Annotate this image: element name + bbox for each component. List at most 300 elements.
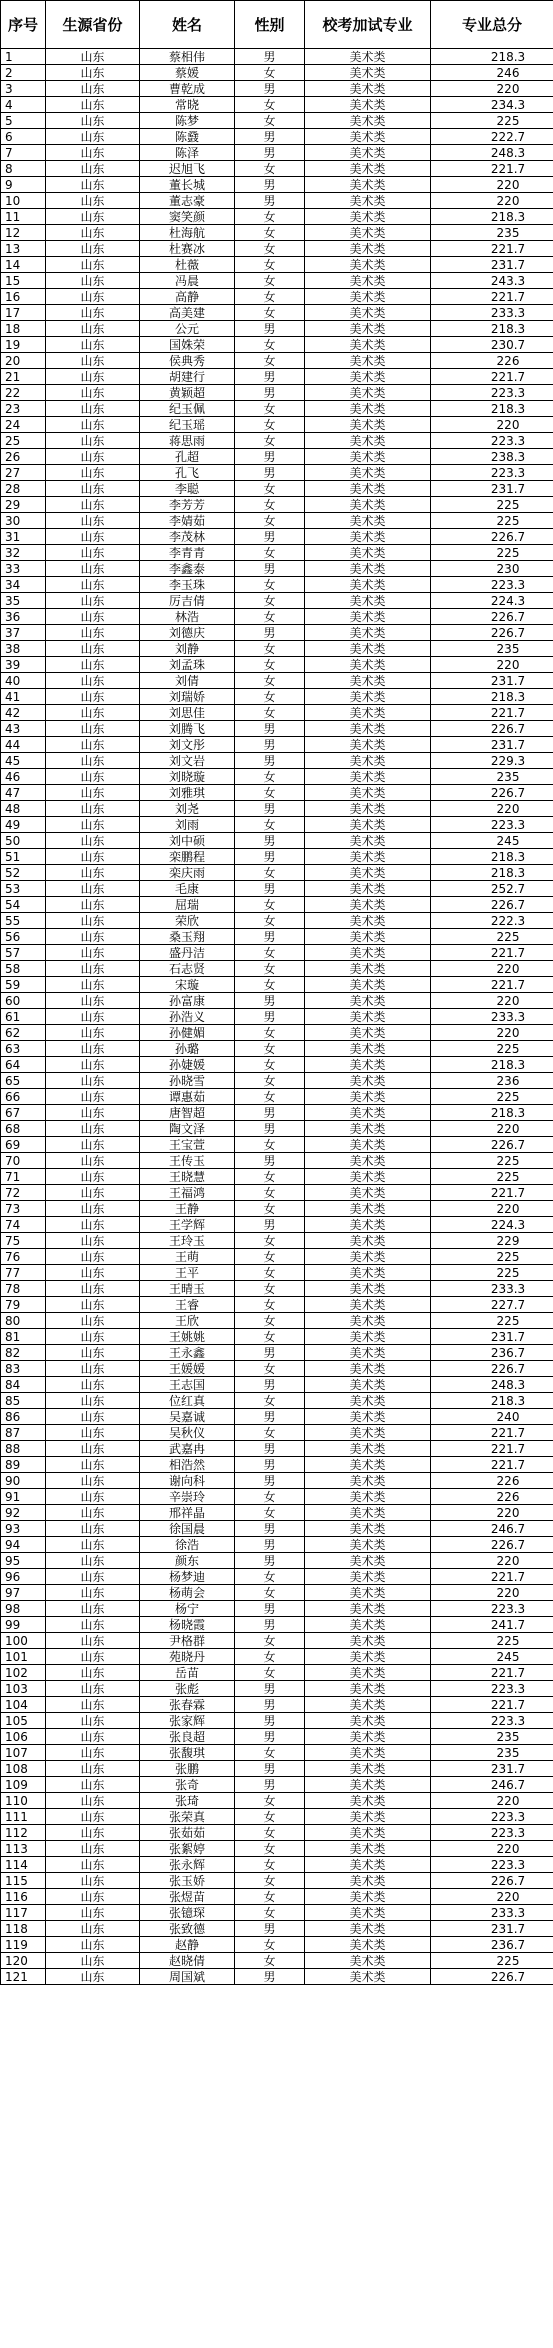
province-cell: 山东: [46, 1505, 140, 1521]
province-cell: 山东: [46, 673, 140, 689]
province-cell: 山东: [46, 865, 140, 881]
seq-cell: 3: [1, 81, 46, 97]
name-cell: 王晓慧: [140, 1169, 235, 1185]
seq-cell: 43: [1, 721, 46, 737]
gender-cell: 女: [235, 241, 305, 257]
score-cell: 218.3: [431, 849, 553, 865]
gender-cell: 女: [235, 705, 305, 721]
name-cell: 刘文岩: [140, 753, 235, 769]
name-cell: 谢向科: [140, 1473, 235, 1489]
header-province: 生源省份: [46, 1, 140, 49]
score-cell: 248.3: [431, 1377, 553, 1393]
seq-cell: 36: [1, 609, 46, 625]
province-cell: 山东: [46, 1617, 140, 1633]
province-cell: 山东: [46, 1233, 140, 1249]
seq-cell: 29: [1, 497, 46, 513]
table-row: [1, 1649, 553, 1665]
gender-cell: 女: [235, 1137, 305, 1153]
score-cell: 223.3: [431, 433, 553, 449]
province-cell: 山东: [46, 1729, 140, 1745]
score-cell: 225: [431, 497, 553, 513]
major-cell: 美术类: [305, 1761, 431, 1777]
table-row: [1, 673, 553, 689]
name-cell: 荣欣: [140, 913, 235, 929]
gender-cell: 女: [235, 257, 305, 273]
province-cell: 山东: [46, 593, 140, 609]
province-cell: 山东: [46, 1297, 140, 1313]
major-cell: 美术类: [305, 1553, 431, 1569]
table-row: [1, 1617, 553, 1633]
table-row: [1, 833, 553, 849]
name-cell: 刘静: [140, 641, 235, 657]
major-cell: 美术类: [305, 161, 431, 177]
gender-cell: 女: [235, 1297, 305, 1313]
province-cell: 山东: [46, 433, 140, 449]
table-row: [1, 753, 553, 769]
name-cell: 纪玉瑶: [140, 417, 235, 433]
seq-cell: 100: [1, 1633, 46, 1649]
major-cell: 美术类: [305, 1665, 431, 1681]
gender-cell: 女: [235, 689, 305, 705]
table-row: [1, 113, 553, 129]
score-cell: 245: [431, 1649, 553, 1665]
score-cell: 223.3: [431, 1857, 553, 1873]
major-cell: 美术类: [305, 577, 431, 593]
seq-cell: 27: [1, 465, 46, 481]
seq-cell: 2: [1, 65, 46, 81]
name-cell: 张致德: [140, 1921, 235, 1937]
seq-cell: 68: [1, 1121, 46, 1137]
gender-cell: 男: [235, 1473, 305, 1489]
major-cell: 美术类: [305, 801, 431, 817]
seq-cell: 95: [1, 1553, 46, 1569]
score-cell: 236: [431, 1073, 553, 1089]
table-row: [1, 417, 553, 433]
table-row: [1, 593, 553, 609]
seq-cell: 110: [1, 1793, 46, 1809]
province-cell: 山东: [46, 225, 140, 241]
table-row: [1, 881, 553, 897]
major-cell: 美术类: [305, 849, 431, 865]
name-cell: 盛丹洁: [140, 945, 235, 961]
name-cell: 唐智超: [140, 1105, 235, 1121]
table-row: [1, 1345, 553, 1361]
province-cell: 山东: [46, 1857, 140, 1873]
province-cell: 山东: [46, 1345, 140, 1361]
province-cell: 山东: [46, 177, 140, 193]
gender-cell: 女: [235, 1569, 305, 1585]
seq-cell: 52: [1, 865, 46, 881]
major-cell: 美术类: [305, 785, 431, 801]
name-cell: 厉吉倩: [140, 593, 235, 609]
gender-cell: 女: [235, 1185, 305, 1201]
seq-cell: 106: [1, 1729, 46, 1745]
major-cell: 美术类: [305, 1057, 431, 1073]
seq-cell: 112: [1, 1825, 46, 1841]
score-cell: 246: [431, 65, 553, 81]
gender-cell: 男: [235, 1409, 305, 1425]
gender-cell: 女: [235, 1649, 305, 1665]
seq-cell: 93: [1, 1521, 46, 1537]
major-cell: 美术类: [305, 145, 431, 161]
score-cell: 225: [431, 929, 553, 945]
major-cell: 美术类: [305, 1073, 431, 1089]
table-row: [1, 865, 553, 881]
major-cell: 美术类: [305, 1153, 431, 1169]
gender-cell: 男: [235, 1377, 305, 1393]
province-cell: 山东: [46, 97, 140, 113]
name-cell: 杨萌会: [140, 1585, 235, 1601]
gender-cell: 女: [235, 1201, 305, 1217]
table-row: [1, 1489, 553, 1505]
major-cell: 美术类: [305, 497, 431, 513]
seq-cell: 73: [1, 1201, 46, 1217]
name-cell: 刘晓璇: [140, 769, 235, 785]
name-cell: 石志贤: [140, 961, 235, 977]
score-cell: 221.7: [431, 1665, 553, 1681]
gender-cell: 女: [235, 1489, 305, 1505]
score-cell: 235: [431, 225, 553, 241]
table-row: [1, 1217, 553, 1233]
name-cell: 李芳芳: [140, 497, 235, 513]
major-cell: 美术类: [305, 1489, 431, 1505]
major-cell: 美术类: [305, 977, 431, 993]
score-cell: 226.7: [431, 1137, 553, 1153]
table-row: [1, 1505, 553, 1521]
seq-cell: 18: [1, 321, 46, 337]
score-cell: 224.3: [431, 1217, 553, 1233]
table-row: [1, 1089, 553, 1105]
major-cell: 美术类: [305, 593, 431, 609]
score-cell: 248.3: [431, 145, 553, 161]
seq-cell: 111: [1, 1809, 46, 1825]
gender-cell: 女: [235, 481, 305, 497]
name-cell: 张永辉: [140, 1857, 235, 1873]
table-row: [1, 1297, 553, 1313]
name-cell: 林浩: [140, 609, 235, 625]
major-cell: 美术类: [305, 273, 431, 289]
province-cell: 山东: [46, 1873, 140, 1889]
name-cell: 蔡相伟: [140, 49, 235, 65]
major-cell: 美术类: [305, 49, 431, 65]
major-cell: 美术类: [305, 1729, 431, 1745]
major-cell: 美术类: [305, 1825, 431, 1841]
province-cell: 山东: [46, 785, 140, 801]
name-cell: 王欣: [140, 1313, 235, 1329]
score-cell: 222.3: [431, 913, 553, 929]
major-cell: 美术类: [305, 1441, 431, 1457]
table-row: [1, 1009, 553, 1025]
table-row: [1, 1105, 553, 1121]
province-cell: 山东: [46, 513, 140, 529]
province-cell: 山东: [46, 577, 140, 593]
seq-cell: 48: [1, 801, 46, 817]
table-row: [1, 641, 553, 657]
gender-cell: 女: [235, 1585, 305, 1601]
seq-cell: 10: [1, 193, 46, 209]
score-cell: 226: [431, 353, 553, 369]
major-cell: 美术类: [305, 1793, 431, 1809]
table-row: [1, 1761, 553, 1777]
gender-cell: 男: [235, 1521, 305, 1537]
province-cell: 山东: [46, 737, 140, 753]
name-cell: 谭惠茹: [140, 1089, 235, 1105]
score-cell: 220: [431, 657, 553, 673]
name-cell: 公元: [140, 321, 235, 337]
seq-cell: 23: [1, 401, 46, 417]
score-cell: 236.7: [431, 1937, 553, 1953]
name-cell: 蒋思雨: [140, 433, 235, 449]
seq-cell: 35: [1, 593, 46, 609]
score-cell: 223.3: [431, 1681, 553, 1697]
name-cell: 张春霖: [140, 1697, 235, 1713]
name-cell: 杨宁: [140, 1601, 235, 1617]
province-cell: 山东: [46, 449, 140, 465]
table-row: [1, 1313, 553, 1329]
major-cell: 美术类: [305, 1601, 431, 1617]
name-cell: 杨晓霞: [140, 1617, 235, 1633]
major-cell: 美术类: [305, 561, 431, 577]
seq-cell: 113: [1, 1841, 46, 1857]
score-cell: 235: [431, 641, 553, 657]
name-cell: 张奇: [140, 1777, 235, 1793]
major-cell: 美术类: [305, 481, 431, 497]
score-cell: 218.3: [431, 1393, 553, 1409]
seq-cell: 5: [1, 113, 46, 129]
table-row: [1, 705, 553, 721]
major-cell: 美术类: [305, 529, 431, 545]
seq-cell: 80: [1, 1313, 46, 1329]
name-cell: 高美建: [140, 305, 235, 321]
province-cell: 山东: [46, 1041, 140, 1057]
table-row: [1, 1825, 553, 1841]
gender-cell: 女: [235, 1057, 305, 1073]
province-cell: 山东: [46, 1057, 140, 1073]
major-cell: 美术类: [305, 1921, 431, 1937]
score-cell: 220: [431, 1841, 553, 1857]
name-cell: 窦笑颜: [140, 209, 235, 225]
province-cell: 山东: [46, 1393, 140, 1409]
gender-cell: 男: [235, 449, 305, 465]
name-cell: 迟旭飞: [140, 161, 235, 177]
gender-cell: 女: [235, 1793, 305, 1809]
province-cell: 山东: [46, 1969, 140, 1985]
province-cell: 山东: [46, 321, 140, 337]
province-cell: 山东: [46, 1649, 140, 1665]
major-cell: 美术类: [305, 1169, 431, 1185]
seq-cell: 4: [1, 97, 46, 113]
score-cell: 234.3: [431, 97, 553, 113]
gender-cell: 女: [235, 497, 305, 513]
seq-cell: 81: [1, 1329, 46, 1345]
table-row: [1, 1777, 553, 1793]
gender-cell: 女: [235, 1425, 305, 1441]
seq-cell: 53: [1, 881, 46, 897]
score-cell: 231.7: [431, 257, 553, 273]
name-cell: 刘思佳: [140, 705, 235, 721]
province-cell: 山东: [46, 1441, 140, 1457]
table-row: [1, 1633, 553, 1649]
major-cell: 美术类: [305, 1217, 431, 1233]
name-cell: 李婧茹: [140, 513, 235, 529]
gender-cell: 女: [235, 961, 305, 977]
gender-cell: 女: [235, 593, 305, 609]
province-cell: 山东: [46, 993, 140, 1009]
score-cell: 218.3: [431, 1057, 553, 1073]
header-score: 专业总分: [431, 1, 553, 49]
table-body: [1, 49, 553, 1985]
table-row: [1, 1969, 553, 1985]
score-cell: 223.3: [431, 577, 553, 593]
major-cell: 美术类: [305, 1873, 431, 1889]
score-cell: 221.7: [431, 289, 553, 305]
score-cell: 229.3: [431, 753, 553, 769]
score-cell: 221.7: [431, 945, 553, 961]
major-cell: 美术类: [305, 257, 431, 273]
table-row: [1, 1329, 553, 1345]
major-cell: 美术类: [305, 913, 431, 929]
seq-cell: 16: [1, 289, 46, 305]
table-row: [1, 1457, 553, 1473]
province-cell: 山东: [46, 417, 140, 433]
name-cell: 刘雨: [140, 817, 235, 833]
name-cell: 高静: [140, 289, 235, 305]
gender-cell: 女: [235, 113, 305, 129]
seq-cell: 67: [1, 1105, 46, 1121]
table-row: [1, 465, 553, 481]
seq-cell: 71: [1, 1169, 46, 1185]
province-cell: 山东: [46, 1553, 140, 1569]
name-cell: 赵静: [140, 1937, 235, 1953]
seq-cell: 39: [1, 657, 46, 673]
name-cell: 陈鼗: [140, 129, 235, 145]
province-cell: 山东: [46, 81, 140, 97]
major-cell: 美术类: [305, 369, 431, 385]
major-cell: 美术类: [305, 1745, 431, 1761]
province-cell: 山东: [46, 1457, 140, 1473]
name-cell: 张煜苗: [140, 1889, 235, 1905]
major-cell: 美术类: [305, 1809, 431, 1825]
seq-cell: 57: [1, 945, 46, 961]
seq-cell: 20: [1, 353, 46, 369]
seq-cell: 50: [1, 833, 46, 849]
name-cell: 李聪: [140, 481, 235, 497]
table-row: [1, 1905, 553, 1921]
score-cell: 221.7: [431, 161, 553, 177]
province-cell: 山东: [46, 1905, 140, 1921]
score-cell: 220: [431, 1505, 553, 1521]
score-cell: 236.7: [431, 1345, 553, 1361]
gender-cell: 女: [235, 1889, 305, 1905]
province-cell: 山东: [46, 1841, 140, 1857]
name-cell: 武嘉冉: [140, 1441, 235, 1457]
score-cell: 222.7: [431, 129, 553, 145]
score-cell: 233.3: [431, 1009, 553, 1025]
province-cell: 山东: [46, 113, 140, 129]
seq-cell: 58: [1, 961, 46, 977]
province-cell: 山东: [46, 1521, 140, 1537]
name-cell: 桑玉翔: [140, 929, 235, 945]
gender-cell: 女: [235, 769, 305, 785]
table-row: [1, 1025, 553, 1041]
province-cell: 山东: [46, 561, 140, 577]
table-row: [1, 145, 553, 161]
major-cell: 美术类: [305, 81, 431, 97]
gender-cell: 女: [235, 1233, 305, 1249]
major-cell: 美术类: [305, 817, 431, 833]
name-cell: 刘孟珠: [140, 657, 235, 673]
table-row: [1, 65, 553, 81]
name-cell: 王媛媛: [140, 1361, 235, 1377]
province-cell: 山东: [46, 1281, 140, 1297]
table-row: [1, 689, 553, 705]
table-row: [1, 1537, 553, 1553]
table-row: [1, 545, 553, 561]
name-cell: 位红真: [140, 1393, 235, 1409]
gender-cell: 女: [235, 1873, 305, 1889]
score-cell: 220: [431, 193, 553, 209]
major-cell: 美术类: [305, 929, 431, 945]
province-cell: 山东: [46, 1681, 140, 1697]
major-cell: 美术类: [305, 545, 431, 561]
table-row: [1, 97, 553, 113]
table-row: [1, 817, 553, 833]
seq-cell: 104: [1, 1697, 46, 1713]
score-cell: 220: [431, 1553, 553, 1569]
name-cell: 张良超: [140, 1729, 235, 1745]
name-cell: 栾庆雨: [140, 865, 235, 881]
gender-cell: 男: [235, 1777, 305, 1793]
table-row: [1, 401, 553, 417]
major-cell: 美术类: [305, 209, 431, 225]
score-cell: 225: [431, 1953, 553, 1969]
major-cell: 美术类: [305, 1121, 431, 1137]
score-cell: 221.7: [431, 977, 553, 993]
score-cell: 224.3: [431, 593, 553, 609]
province-cell: 山东: [46, 1169, 140, 1185]
seq-cell: 32: [1, 545, 46, 561]
province-cell: 山东: [46, 1361, 140, 1377]
province-cell: 山东: [46, 1937, 140, 1953]
province-cell: 山东: [46, 209, 140, 225]
province-cell: 山东: [46, 129, 140, 145]
gender-cell: 女: [235, 337, 305, 353]
table-row: [1, 257, 553, 273]
seq-cell: 87: [1, 1425, 46, 1441]
gender-cell: 女: [235, 1905, 305, 1921]
major-cell: 美术类: [305, 897, 431, 913]
gender-cell: 男: [235, 1761, 305, 1777]
table-row: [1, 1361, 553, 1377]
name-cell: 张琦: [140, 1793, 235, 1809]
table-row: [1, 481, 553, 497]
seq-cell: 34: [1, 577, 46, 593]
seq-cell: 65: [1, 1073, 46, 1089]
name-cell: 王睿: [140, 1297, 235, 1313]
gender-cell: 女: [235, 65, 305, 81]
score-cell: 233.3: [431, 305, 553, 321]
province-cell: 山东: [46, 1089, 140, 1105]
score-cell: 225: [431, 545, 553, 561]
table-row: [1, 577, 553, 593]
gender-cell: 女: [235, 1073, 305, 1089]
province-cell: 山东: [46, 161, 140, 177]
gender-cell: 男: [235, 801, 305, 817]
seq-cell: 78: [1, 1281, 46, 1297]
major-cell: 美术类: [305, 1937, 431, 1953]
score-cell: 221.7: [431, 369, 553, 385]
table-row: [1, 129, 553, 145]
